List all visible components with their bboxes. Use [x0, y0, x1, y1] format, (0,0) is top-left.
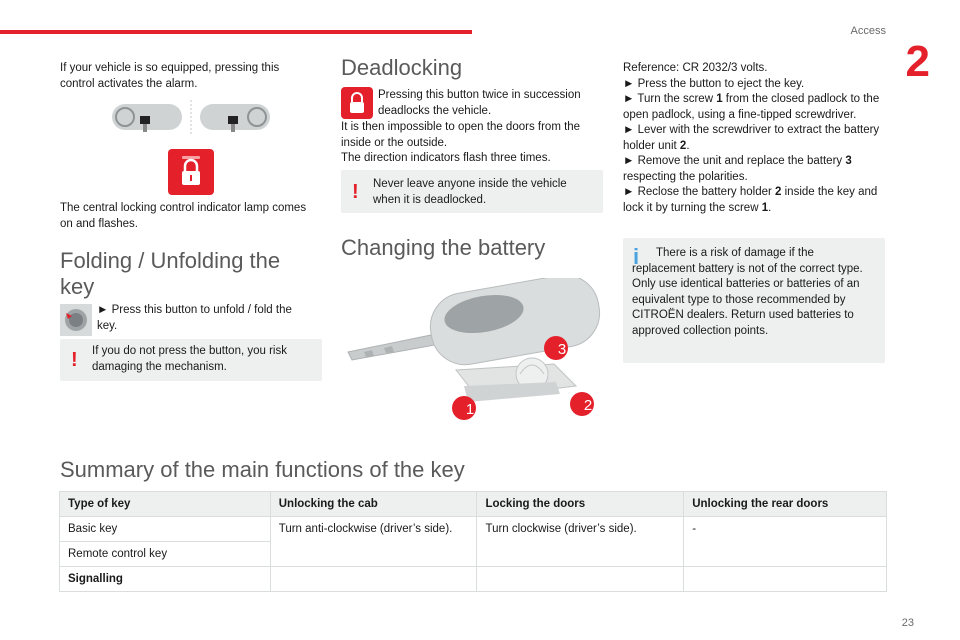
section-title: Access	[850, 25, 886, 37]
table-row	[60, 567, 887, 592]
battery-step-5: ► Reclose the battery holder 2 inside the key and lock it by turning the screw 1.	[623, 186, 878, 214]
callout-1-label: 1	[465, 401, 475, 418]
warning-note-folding	[60, 339, 322, 381]
info-note-battery	[623, 238, 885, 363]
table-cell: Turn anti-clockwise (driver’s side).	[270, 517, 477, 567]
table-cell: -	[684, 517, 887, 567]
key-switch-illustration	[112, 98, 272, 140]
summary-table	[59, 491, 887, 592]
battery-reference: Reference: CR 2032/3 volts.	[623, 62, 768, 74]
heading-folding: Folding / Unfolding the key	[60, 248, 281, 299]
padlock-icon	[347, 91, 367, 115]
deadlock-text-3: The direction indicators flash three times.	[341, 152, 551, 164]
heading-battery: Changing the battery	[341, 235, 546, 260]
page-number: 23	[901, 617, 914, 629]
fold-button-icon	[60, 304, 92, 336]
deadlock-button	[341, 87, 373, 119]
table-cell: Turn clockwise (driver’s side).	[477, 517, 684, 567]
deadlock-text-2: It is then impossible to open the doors from the inside or the outside.	[341, 121, 581, 149]
table-header-row	[60, 492, 887, 517]
table-cell: Signalling	[60, 567, 271, 592]
warning-exclamation-icon: !	[352, 181, 359, 203]
column-header: Unlocking the rear doors	[684, 492, 887, 517]
table-cell	[477, 567, 684, 592]
battery-step-3: ► Lever with the screwdriver to extract the battery holder unit 2.	[623, 124, 880, 152]
column-header: Unlocking the cab	[270, 492, 477, 517]
info-text: There is a risk of damage if the replacement battery is not of the correct type. Only use identical batteries or batteries of an equivalent type to those recommended by CITROËN dealers. Return used batteries to approved collection points.	[632, 247, 863, 337]
top-accent-bar	[0, 30, 472, 34]
table-row	[60, 517, 887, 542]
warning-text: If you do not press the button, you risk damaging the mechanism.	[92, 345, 287, 373]
callout-2-label: 2	[583, 397, 593, 414]
central-locking-button	[168, 149, 214, 195]
heading-deadlocking: Deadlocking	[341, 55, 463, 80]
indicator-lamp-text: The central locking control indicator lamp comes on and flashes.	[60, 202, 307, 230]
info-icon: i	[633, 244, 640, 269]
padlock-icon	[176, 155, 206, 189]
heading-summary: Summary of the main functions of the key	[60, 457, 465, 482]
chapter-number: 2	[905, 37, 930, 86]
fold-instruction: ► Press this button to unfold / fold the key.	[97, 304, 292, 332]
table-cell	[684, 567, 887, 592]
column-header: Type of key	[60, 492, 271, 517]
table-cell: Basic key	[60, 517, 271, 542]
callout-3-label: 3	[557, 341, 567, 358]
alarm-intro-text: If your vehicle is so equipped, pressing this control activates the alarm.	[60, 62, 280, 90]
deadlock-text-1: Pressing this button twice in succession deadlocks the vehicle.	[378, 89, 581, 117]
battery-step-4: ► Remove the unit and replace the battery 3 respecting the polarities.	[623, 155, 852, 183]
warning-note-deadlock	[341, 170, 603, 213]
table-cell	[270, 567, 477, 592]
battery-step-1: ► Press the button to eject the key.	[623, 77, 805, 90]
battery-steps	[623, 61, 885, 216]
warning-text: Never leave anyone inside the vehicle when it is deadlocked.	[373, 178, 567, 206]
table-cell: Remote control key	[60, 542, 271, 567]
column-header: Locking the doors	[477, 492, 684, 517]
warning-exclamation-icon: !	[71, 349, 78, 371]
battery-step-2: ► Turn the screw 1 from the closed padlock to the open padlock, using a fine-tipped screwdriver.	[623, 93, 880, 121]
